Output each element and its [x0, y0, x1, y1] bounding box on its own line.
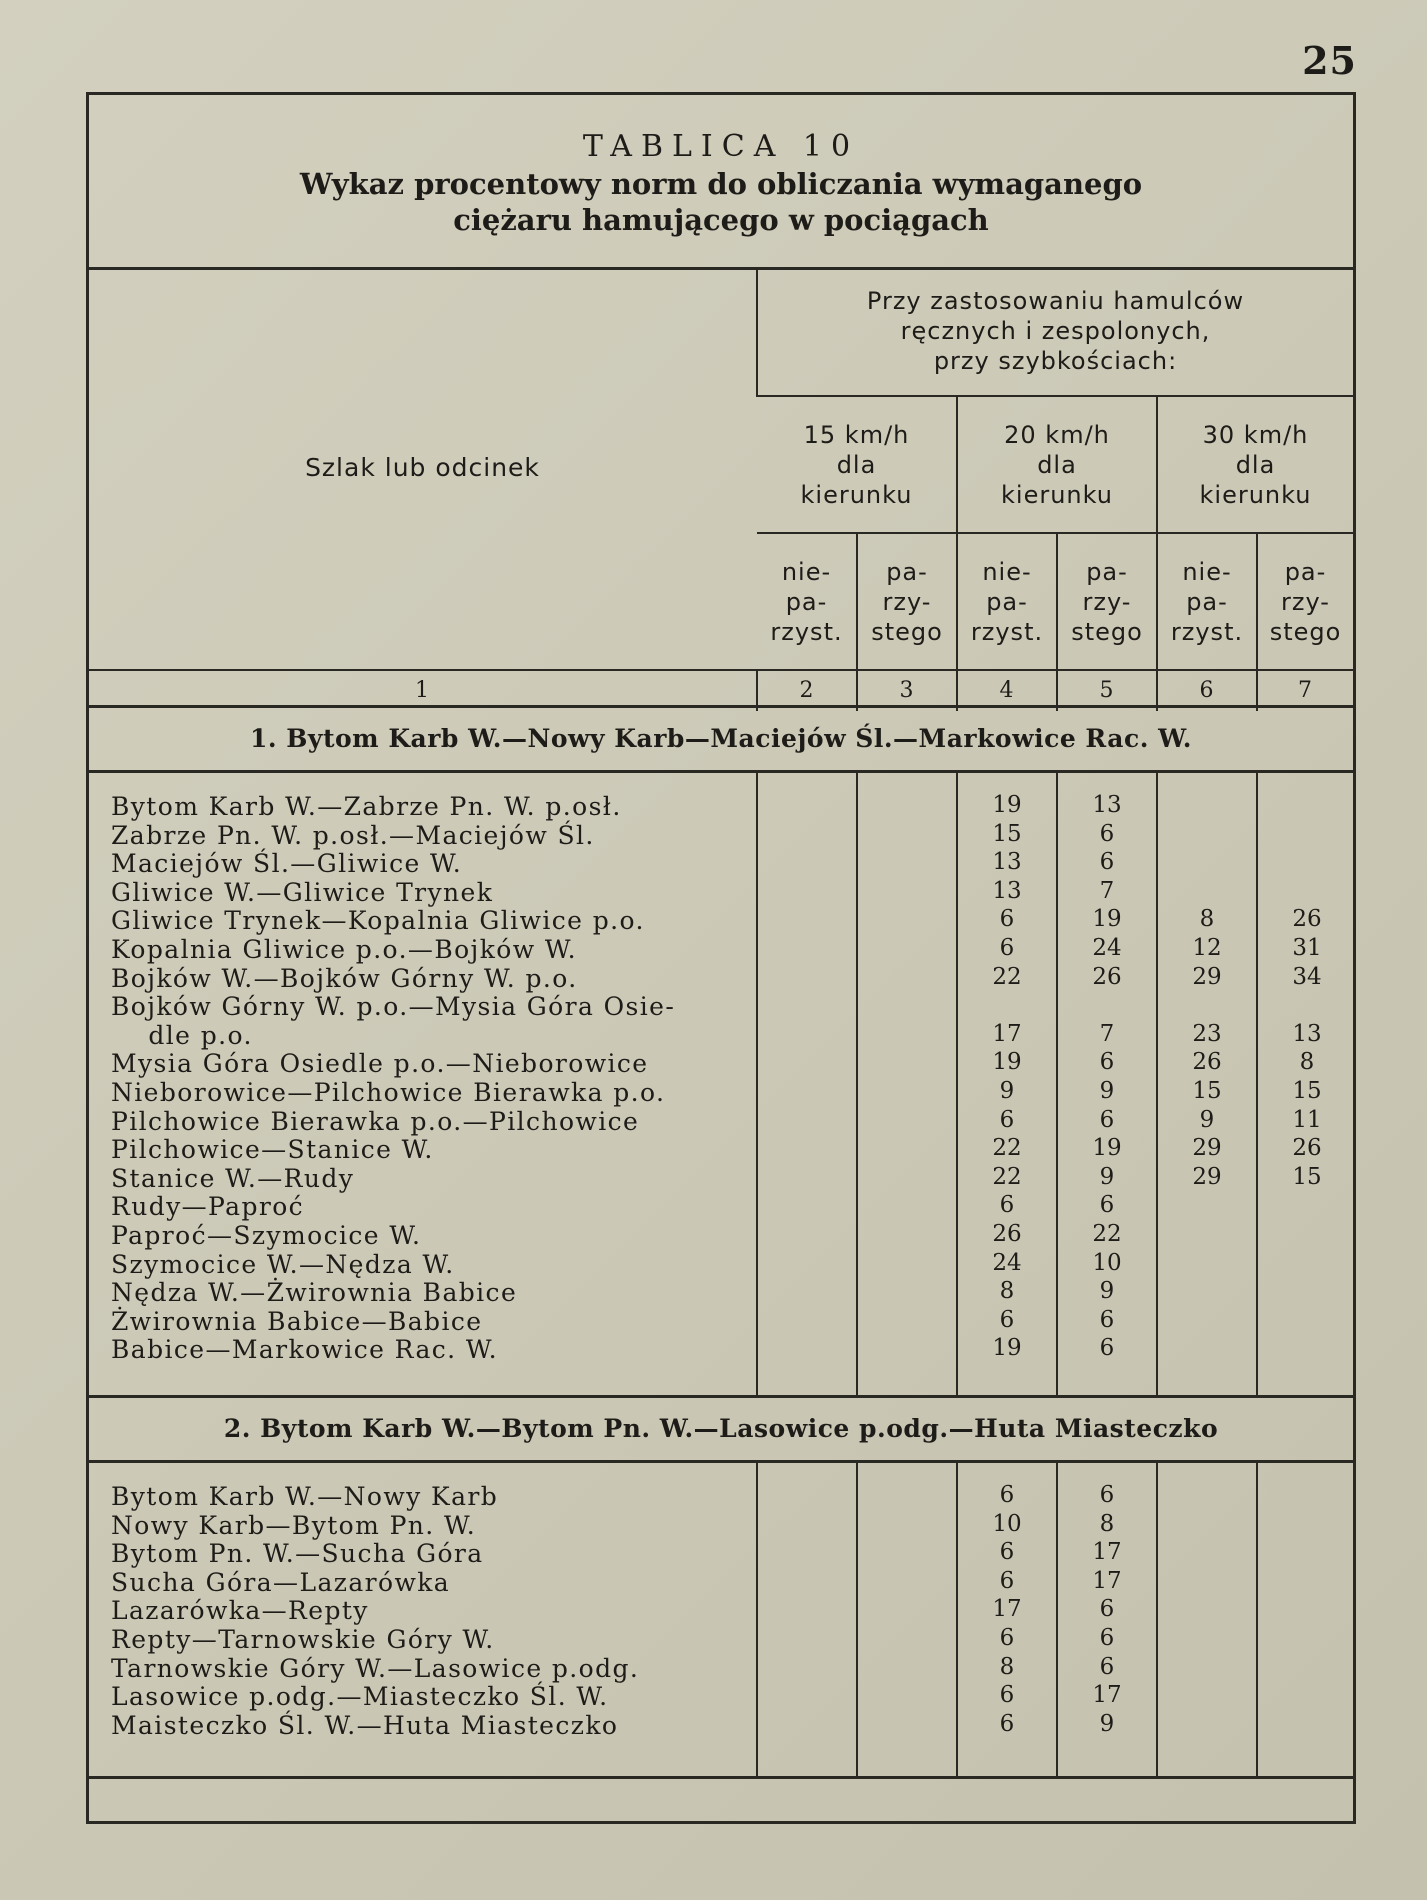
dir-even-l2: rzy- — [1281, 587, 1330, 616]
value-col-4: 17 — [992, 1596, 1022, 1623]
table-row — [89, 1654, 1353, 1683]
dir-odd-l1: nie- — [982, 557, 1032, 586]
table-row — [89, 906, 1353, 935]
route-name: Bytom Karb W.—Zabrze Pn. W. p.osł. — [111, 792, 622, 821]
table-row — [89, 1682, 1353, 1711]
value-col-4: 22 — [992, 963, 1022, 990]
value-col-7: 15 — [1292, 1163, 1322, 1190]
route-name: Rudy—Paproć — [111, 1192, 305, 1222]
value-col-5: 19 — [1092, 906, 1122, 933]
route-name: Kopalnia Gliwice p.o.—Bojków W. — [111, 935, 577, 964]
value-col-5: 24 — [1092, 935, 1122, 961]
header-speed-30 — [1157, 396, 1353, 533]
route-name: Lasowice p.odg.—Miasteczko Śl. W. — [111, 1682, 609, 1712]
speed-30-label: 30 km/h — [1202, 420, 1309, 449]
dir-odd-l2: pa- — [785, 587, 828, 616]
dir-even-l3: stego — [1071, 617, 1143, 646]
route-name: Zabrze Pn. W. p.osł.—Maciejów Śl. — [111, 820, 595, 850]
table-row — [89, 821, 1353, 850]
header-brake-group — [757, 267, 1353, 396]
header-group-line3: przy szybkościach: — [933, 347, 1178, 375]
value-col-4: 13 — [992, 877, 1022, 904]
table-row — [89, 1021, 1353, 1050]
route-name: Nędza W.—Żwirownia Babice — [111, 1278, 518, 1308]
value-col-6: 29 — [1192, 963, 1222, 990]
header-dir-odd — [957, 533, 1057, 670]
value-col-4: 22 — [992, 1135, 1022, 1162]
route-name: Bojków Górny W. p.o.—Mysia Góra Osie- — [111, 992, 676, 1022]
value-col-5: 6 — [1099, 1049, 1115, 1076]
value-col-5: 26 — [1092, 963, 1122, 990]
page-number: 25 — [1302, 38, 1357, 83]
value-col-7: 26 — [1292, 906, 1322, 933]
table-row — [89, 1539, 1353, 1568]
value-col-4: 15 — [992, 820, 1022, 847]
table-row — [89, 878, 1353, 907]
value-col-5: 7 — [1099, 877, 1115, 904]
value-col-5: 6 — [1099, 849, 1115, 876]
table-title-block — [89, 95, 1353, 270]
speed-20-label: 20 km/h — [1004, 420, 1110, 449]
route-name: Lazarówka—Repty — [111, 1596, 369, 1626]
col-number: 4 — [957, 670, 1057, 711]
dir-odd-l2: pa- — [1186, 587, 1228, 616]
value-col-5: 17 — [1092, 1539, 1122, 1566]
table-row — [89, 1307, 1353, 1336]
value-col-4: 6 — [999, 1482, 1015, 1508]
value-col-5: 13 — [1092, 792, 1122, 818]
value-col-4: 6 — [999, 1567, 1015, 1594]
dir-odd-l3: rzyst. — [970, 617, 1044, 646]
dir-even-l1: pa- — [1284, 557, 1327, 586]
col-number: 3 — [857, 670, 957, 711]
speed-15-dla: dla — [836, 450, 877, 479]
table-row — [89, 1192, 1353, 1221]
section-body — [89, 1460, 1353, 1776]
dir-odd-l2: pa- — [986, 587, 1028, 616]
section-title: 1. Bytom Karb W.—Nowy Karb—Maciejów Śl.—Markowice Rac. W. — [89, 705, 1353, 773]
speed-15-label: 15 km/h — [803, 420, 910, 449]
route-name: Szymocice W.—Nędza W. — [111, 1249, 455, 1279]
value-col-5: 6 — [1099, 1482, 1115, 1508]
route-name: Gliwice Trynek—Kopalnia Gliwice p.o. — [111, 906, 645, 936]
table-row — [89, 1164, 1353, 1193]
bottom-rule — [89, 1776, 1353, 1779]
value-col-6: 9 — [1199, 1106, 1215, 1133]
table-row — [89, 1221, 1353, 1250]
value-col-4: 6 — [999, 1192, 1015, 1219]
dir-odd-l3: rzyst. — [770, 617, 843, 646]
value-col-7: 26 — [1292, 1135, 1322, 1162]
table-row — [89, 1711, 1353, 1740]
route-name: Gliwice W.—Gliwice Trynek — [111, 877, 494, 907]
speed-30-kierunku: kierunku — [1199, 480, 1312, 509]
value-col-5: 6 — [1099, 820, 1115, 847]
dir-even-l3: stego — [1269, 617, 1342, 646]
value-col-4: 22 — [992, 1163, 1022, 1190]
route-name: Bytom Pn. W.—Sucha Góra — [111, 1539, 484, 1569]
route-name: Sucha Góra—Lazarówka — [111, 1567, 451, 1597]
table-row — [89, 1625, 1353, 1654]
value-col-5: 9 — [1099, 1278, 1115, 1305]
table-subtitle-line1: Wykaz procentowy norm do obliczania wymaganego — [299, 167, 1143, 201]
dir-even-l3: stego — [871, 617, 943, 646]
header-speed-15 — [757, 396, 957, 533]
value-col-5: 17 — [1092, 1567, 1122, 1594]
value-col-5: 6 — [1099, 1625, 1115, 1651]
value-col-7: 31 — [1292, 935, 1322, 961]
table-title: TABLICA 10 — [582, 129, 860, 164]
speed-30-dla: dla — [1235, 450, 1276, 479]
table-row — [89, 1511, 1353, 1540]
value-col-6: 29 — [1192, 1135, 1222, 1162]
table-row — [89, 1135, 1353, 1164]
table-row — [89, 792, 1353, 821]
route-name: Mysia Góra Osiedle p.o.—Nieborowice — [111, 1049, 649, 1079]
value-col-6: 8 — [1199, 906, 1215, 933]
value-col-4: 6 — [999, 1539, 1015, 1566]
speed-20-dla: dla — [1037, 450, 1077, 479]
table-row — [89, 1482, 1353, 1511]
header-dir-even — [857, 533, 957, 670]
route-name: Maisteczko Śl. W.—Huta Miasteczko — [111, 1710, 619, 1740]
route-name: Tarnowskie Góry W.—Lasowice p.odg. — [111, 1653, 640, 1683]
value-col-5: 6 — [1099, 1335, 1115, 1362]
route-name: Babice—Markowice Rac. W. — [111, 1335, 498, 1365]
route-name: Żwirownia Babice—Babice — [111, 1306, 483, 1336]
value-col-4: 10 — [992, 1510, 1022, 1537]
value-col-7: 8 — [1299, 1049, 1315, 1076]
value-col-4: 24 — [992, 1249, 1022, 1276]
value-col-6: 23 — [1192, 1020, 1222, 1047]
dir-odd-l1: nie- — [1182, 557, 1232, 586]
value-col-5: 17 — [1092, 1682, 1122, 1709]
col-number: 1 — [89, 670, 757, 711]
section-title: 2. Bytom Karb W.—Bytom Pn. W.—Lasowice p.odg.—Huta Miasteczko — [89, 1395, 1353, 1463]
value-col-4: 13 — [992, 849, 1022, 876]
table-row — [89, 1107, 1353, 1136]
value-col-5: 8 — [1099, 1510, 1115, 1537]
value-col-6: 15 — [1192, 1078, 1222, 1104]
route-name: Bytom Karb W.—Nowy Karb — [111, 1482, 499, 1511]
route-name: Maciejów Śl.—Gliwice W. — [111, 849, 463, 879]
col-number: 2 — [757, 670, 857, 711]
value-col-5: 9 — [1099, 1163, 1115, 1190]
value-col-4: 6 — [999, 935, 1015, 961]
table-row — [89, 1078, 1353, 1107]
header-dir-odd — [757, 533, 857, 670]
value-col-4: 6 — [999, 1306, 1015, 1333]
route-name: Nowy Karb—Bytom Pn. W. — [111, 1510, 477, 1540]
dir-odd-l3: rzyst. — [1170, 617, 1244, 646]
table-frame — [86, 92, 1356, 1824]
dir-even-l2: rzy- — [1082, 587, 1132, 616]
table-row — [89, 992, 1353, 1021]
route-name: Pilchowice—Stanice W. — [111, 1135, 434, 1165]
table-row — [89, 964, 1353, 993]
value-col-7: 11 — [1292, 1106, 1322, 1133]
table-row — [89, 1278, 1353, 1307]
value-col-7: 13 — [1292, 1020, 1322, 1047]
value-col-5: 22 — [1092, 1221, 1122, 1247]
route-name: Paproć—Szymocice W. — [111, 1221, 422, 1250]
speed-20-kierunku: kierunku — [1001, 480, 1113, 509]
col-number: 6 — [1157, 670, 1257, 711]
value-col-4: 19 — [992, 1049, 1022, 1076]
value-col-4: 6 — [999, 1625, 1015, 1651]
value-col-4: 9 — [999, 1078, 1015, 1104]
value-col-5: 10 — [1092, 1249, 1122, 1276]
value-col-5: 6 — [1099, 1106, 1115, 1133]
col-number: 7 — [1257, 670, 1353, 711]
speed-15-kierunku: kierunku — [800, 480, 913, 509]
value-col-5: 6 — [1099, 1653, 1115, 1680]
value-col-4: 19 — [992, 792, 1022, 818]
table-header — [89, 267, 1353, 711]
table-row — [89, 935, 1353, 964]
table-row — [89, 849, 1353, 878]
header-dir-odd — [1157, 533, 1257, 670]
value-col-5: 6 — [1099, 1596, 1115, 1623]
value-col-4: 6 — [999, 1106, 1015, 1133]
table-row — [89, 1049, 1353, 1078]
header-group-line1: Przy zastosowaniu hamulców — [866, 287, 1245, 315]
route-name: Bojków W.—Bojków Górny W. p.o. — [111, 963, 578, 993]
route-name: dle p.o. — [111, 1020, 253, 1050]
value-col-5: 6 — [1099, 1192, 1115, 1219]
table-row — [89, 1568, 1353, 1597]
dir-even-l1: pa- — [1086, 557, 1128, 586]
route-name: Repty—Tarnowskie Góry W. — [111, 1625, 495, 1654]
route-name: Nieborowice—Pilchowice Bierawka p.o. — [111, 1078, 666, 1107]
table-subtitle-line2: ciężaru hamującego w pociągach — [453, 203, 989, 237]
header-dir-even — [1257, 533, 1353, 670]
table-row — [89, 1250, 1353, 1279]
value-col-5: 19 — [1092, 1135, 1122, 1162]
value-col-5: 7 — [1099, 1020, 1115, 1047]
dir-odd-l1: nie- — [781, 557, 832, 586]
dir-even-l1: pa- — [886, 557, 928, 586]
value-col-4: 6 — [999, 1682, 1015, 1709]
value-col-7: 15 — [1292, 1078, 1322, 1104]
value-col-4: 26 — [992, 1221, 1022, 1247]
value-col-6: 29 — [1192, 1163, 1222, 1190]
value-col-5: 6 — [1099, 1306, 1115, 1333]
value-col-4: 19 — [992, 1335, 1022, 1362]
header-dir-even — [1057, 533, 1157, 670]
value-col-7: 34 — [1292, 963, 1322, 990]
table-row — [89, 1596, 1353, 1625]
header-route: Szlak lub odcinek — [305, 453, 540, 482]
value-col-5: 9 — [1099, 1710, 1115, 1737]
header-speed-20 — [957, 396, 1157, 533]
route-name: Pilchowice Bierawka p.o.—Pilchowice — [111, 1106, 640, 1136]
col-number: 5 — [1057, 670, 1157, 711]
route-name: Stanice W.—Rudy — [111, 1163, 355, 1193]
value-col-6: 26 — [1192, 1049, 1222, 1076]
dir-even-l2: rzy- — [882, 587, 932, 616]
value-col-5: 9 — [1099, 1078, 1115, 1104]
section-body — [89, 770, 1353, 1395]
value-col-4: 17 — [992, 1020, 1022, 1047]
table-row — [89, 1335, 1353, 1364]
value-col-4: 6 — [999, 906, 1015, 933]
header-group-line2: ręcznych i zespolonych, — [900, 317, 1211, 345]
value-col-4: 8 — [999, 1653, 1015, 1680]
value-col-6: 12 — [1192, 935, 1222, 961]
value-col-4: 6 — [999, 1710, 1015, 1737]
value-col-4: 8 — [999, 1278, 1015, 1305]
